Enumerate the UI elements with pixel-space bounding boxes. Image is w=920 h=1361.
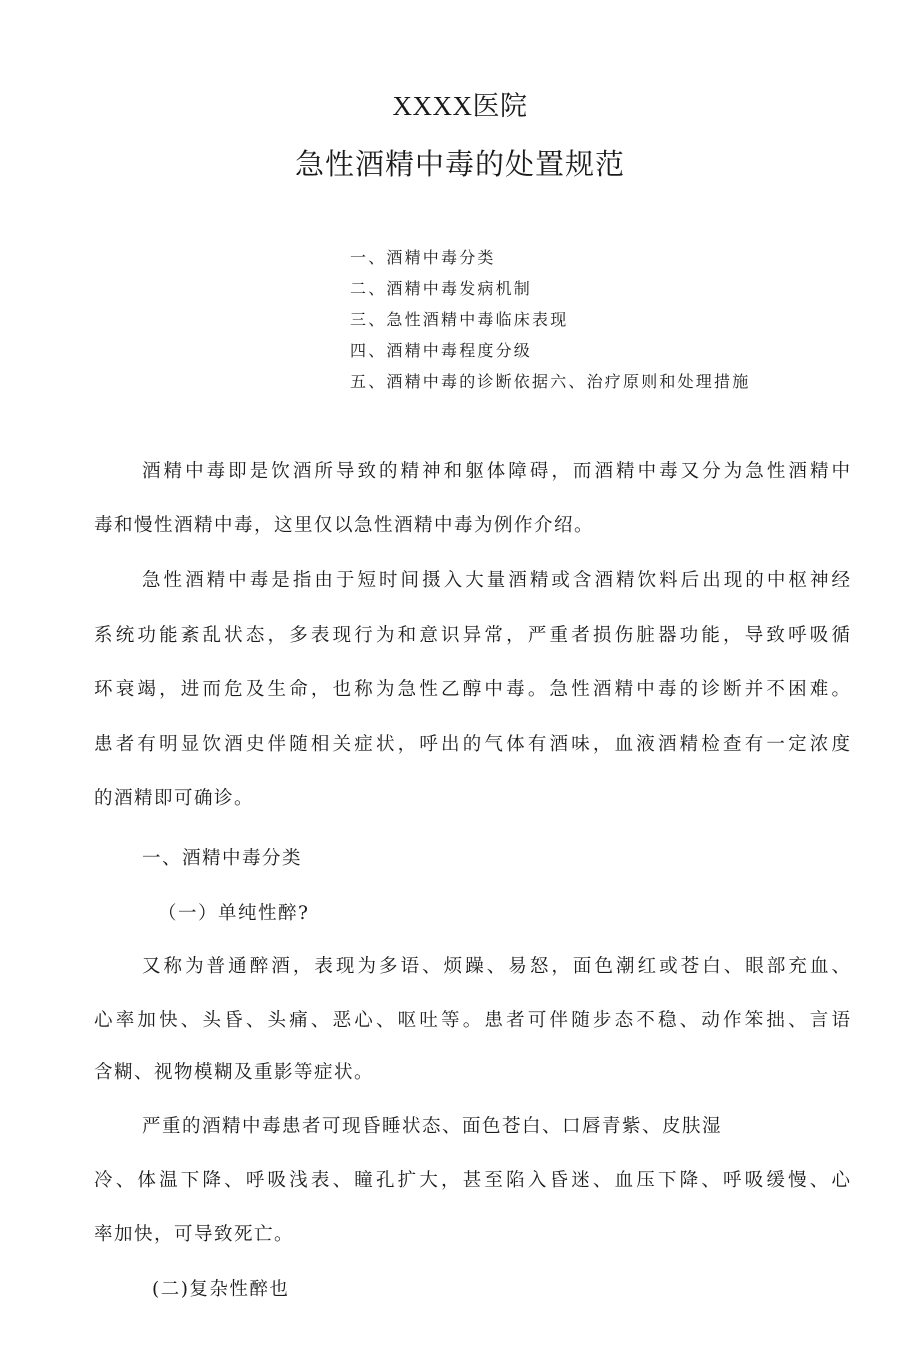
paragraph-1-line-1: 酒精中毒即是饮酒所导致的精神和躯体障碍，而酒精中毒又分为急性酒精中 — [142, 461, 850, 482]
toc-item-3: 三、急性酒精中毒临床表现 — [350, 310, 569, 329]
paragraph-4-line-2: 冷、体温下降、呼吸浅表、瞳孔扩大，甚至陷入昏迷、血压下降、呼吸缓慢、心 — [94, 1170, 850, 1191]
subsection-heading-1: （一）单纯性醉? — [158, 903, 310, 924]
toc-item-2: 二、酒精中毒发病机制 — [350, 279, 533, 298]
paragraph-4-line-3: 率加快，可导致死亡。 — [94, 1224, 295, 1245]
subsection-heading-2: (二)复杂性醉也 — [152, 1279, 290, 1300]
table-of-contents — [350, 242, 750, 397]
paragraph-3-line-2: 心率加快、头昏、头痛、恶心、呕吐等。患者可伴随步态不稳、动作笨拙、言语 — [94, 1010, 850, 1031]
paragraph-2-line-5: 的酒精即可确诊。 — [94, 788, 255, 809]
paragraph-2-line-2: 系统功能紊乱状态，多表现行为和意识异常，严重者损伤脏器功能，导致呼吸循 — [94, 625, 850, 646]
paragraph-2-line-4: 患者有明显饮酒史伴随相关症状，呼出的气体有酒味，血液酒精检查有一定浓度 — [94, 734, 850, 755]
toc-item-4: 四、酒精中毒程度分级 — [350, 341, 533, 360]
paragraph-1-line-2: 毒和慢性酒精中毒，这里仅以急性酒精中毒为例作介绍。 — [94, 515, 595, 536]
section-heading-1: 一、酒精中毒分类 — [142, 848, 303, 869]
paragraph-3-line-1: 又称为普通醉酒，表现为多语、烦躁、易怒，面色潮红或苍白、眼部充血、 — [142, 956, 850, 977]
document-title: 急性酒精中毒的处置规范 — [294, 147, 625, 181]
paragraph-3-line-3: 含糊、视物模糊及重影等症状。 — [94, 1062, 375, 1083]
paragraph-2-line-1: 急性酒精中毒是指由于短时间摄入大量酒精或含酒精饮料后出现的中枢神经 — [142, 570, 850, 591]
hospital-name: XXXX医院 — [392, 91, 528, 121]
paragraph-4-line-1: 严重的酒精中毒患者可现昏睡状态、面色苍白、口唇青紫、皮肤湿 — [142, 1116, 723, 1137]
toc-item-5: 五、酒精中毒的诊断依据六、治疗原则和处理措施 — [350, 372, 751, 391]
toc-item-1: 一、酒精中毒分类 — [350, 248, 496, 267]
paragraph-2-line-3: 环衰竭，进而危及生命，也称为急性乙醇中毒。急性酒精中毒的诊断并不困难。 — [94, 679, 850, 700]
